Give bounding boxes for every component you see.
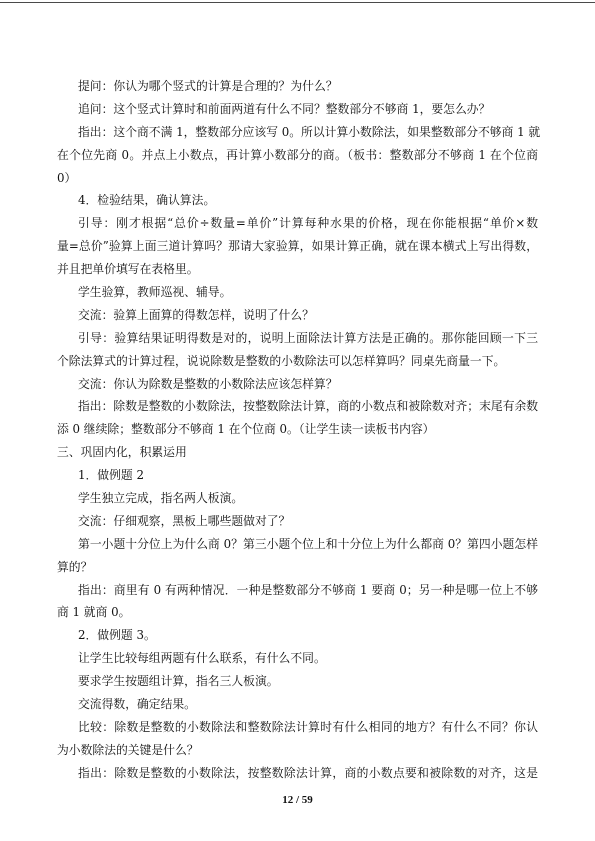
text-line: 学生独立完成，指名两人板演。 xyxy=(78,491,244,506)
paragraph xyxy=(57,579,538,625)
paragraph xyxy=(57,189,538,212)
paragraph xyxy=(57,75,538,98)
text-line: 4．检验结果，确认算法。 xyxy=(78,193,216,208)
text-line: 第一小题十分位上为什么商 0？第三小题个位上和十分位上为什么都商 0？第四小题怎样 xyxy=(78,536,538,551)
paragraph xyxy=(57,212,538,281)
paragraph xyxy=(57,373,538,396)
paragraph xyxy=(57,647,538,670)
text-line: 提问：你认为哪个竖式的计算是合理的？为什么？ xyxy=(78,79,338,93)
paragraph xyxy=(57,487,538,510)
text-line: 1．做例题 2 xyxy=(78,468,144,483)
text-line: 并且把单价填写在表格里。 xyxy=(57,262,199,277)
text-line: 为小数除法的关键是什么？ xyxy=(57,742,199,757)
paragraph xyxy=(57,327,538,373)
text-line: 指出：商里有 0 有两种情况．一种是整数部分不够商 1 要商 0；另一种是哪一位上不够 xyxy=(78,582,538,597)
text-line: 0） xyxy=(57,170,77,185)
paragraph xyxy=(57,121,541,190)
top-rule xyxy=(0,2,595,3)
text-line: 追问：这个竖式计算时和前面两道有什么不同？整数部分不够商 1，要怎么办？ xyxy=(78,101,491,116)
text-line: 学生验算，教师巡视、辅导。 xyxy=(78,285,232,300)
body-text xyxy=(57,75,541,785)
text-line: 交流：验算上面算的得数怎样，说明了什么？ xyxy=(78,307,314,322)
paragraph xyxy=(57,464,538,487)
paragraph xyxy=(57,98,538,121)
text-line: 指出：除数是整数的小数除法，按整数除法计算，商的小数点要和被除数的对齐，这是 xyxy=(78,765,538,780)
paragraph xyxy=(57,510,538,533)
section-heading-text: 三、巩固内化，积累运用 xyxy=(57,445,187,460)
text-line: 指出：这个商不满 1，整数部分应该写 0。所以计算小数除法，如果整数部分不够商 1 就 xyxy=(78,124,541,139)
text-line: 在个位先商 0。并点上小数点，再计算小数部分的商。（板书：整数部分不够商 1 在个位商 xyxy=(57,147,538,162)
text-line: 引导：验算结果证明得数是对的，说明上面除法计算方法是正确的。那你能回顾一下三 xyxy=(78,330,538,345)
paragraph xyxy=(57,304,538,327)
page-number: 12 / 59 xyxy=(282,794,313,806)
text-line: 算的？ xyxy=(57,559,93,574)
paragraph xyxy=(57,716,538,762)
text-line: 量=总价”验算上面三道计算吗？那请大家验算，如果计算正确，就在课本横式上写出得数， xyxy=(57,239,538,254)
text-line: 指出：除数是整数的小数除法，按整数除法计算，商的小数点和被除数对齐；末尾有余数 xyxy=(78,399,539,414)
text-line: 交流：你认为除数是整数的小数除法应该怎样算？ xyxy=(78,376,338,391)
text-line: 商 1 就商 0。 xyxy=(57,605,131,620)
paragraph xyxy=(57,624,538,647)
text-line: 个除法算式的计算过程，说说除数是整数的小数除法可以怎样算吗？同桌先商量一下。 xyxy=(57,353,506,368)
paragraph xyxy=(57,762,538,785)
paragraph xyxy=(57,670,538,693)
text-line: 让学生比较每组两题有什么联系，有什么不同。 xyxy=(78,651,326,666)
text-line: 2．做例题 3。 xyxy=(78,628,156,643)
text-line: 引导：刚才根据“总价÷数量=单价”计算每种水果的价格，现在你能根据“单价×数 xyxy=(78,216,538,231)
text-line: 比较：除数是整数的小数除法和整数除法计算时有什么相同的地方？有什么不同？你认 xyxy=(78,719,538,734)
section-heading xyxy=(57,441,538,464)
text-line: 添 0 继续除；整数部分不够商 1 在个位商 0。（让学生读一读板书内容） xyxy=(57,422,435,437)
paragraph xyxy=(57,693,538,716)
paragraph xyxy=(57,533,538,579)
text-line: 交流：仔细观察，黑板上哪些题做对了？ xyxy=(78,513,291,528)
paragraph xyxy=(57,281,538,304)
text-line: 交流得数，确定结果。 xyxy=(78,697,196,712)
text-line: 要求学生按题组计算，指名三人板演。 xyxy=(78,674,279,689)
paragraph xyxy=(57,395,538,441)
